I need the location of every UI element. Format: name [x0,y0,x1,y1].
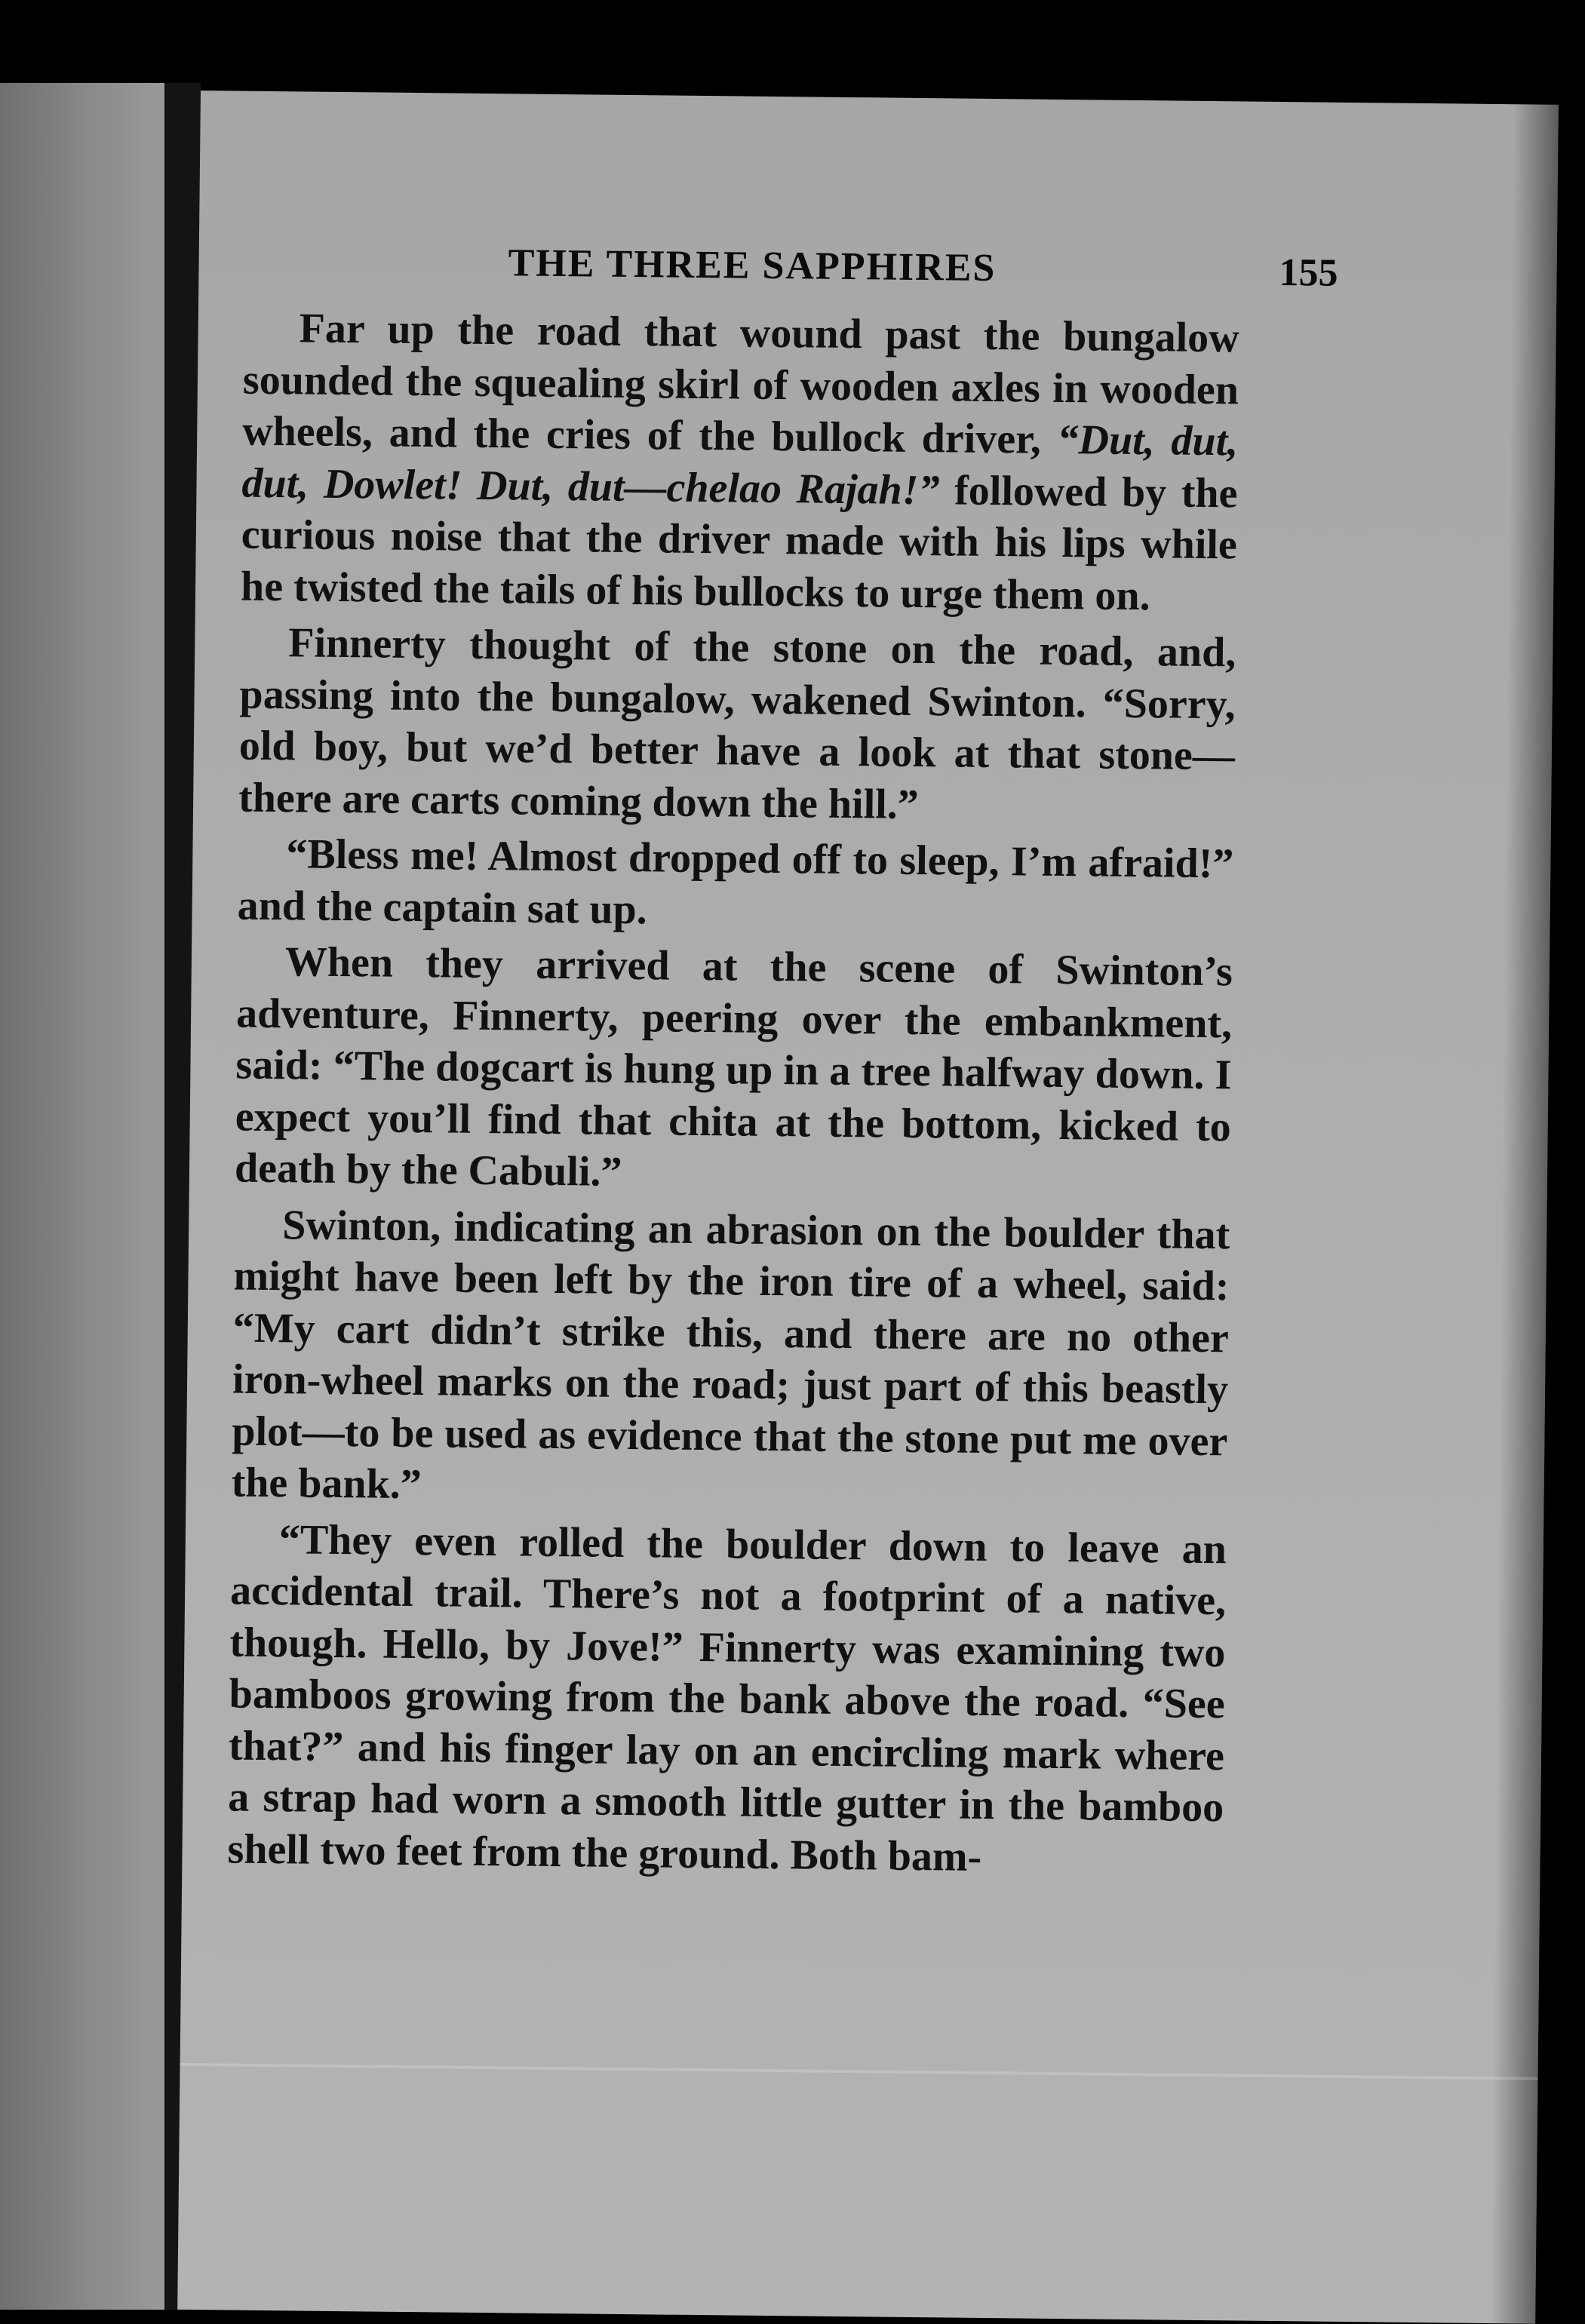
paragraph-1-italic-cry: “Dut, dut, dut, Dowlet! Dut, dut—chelao Rajah!” [241,416,1239,514]
paragraph-6: “They even rolled the boulder down to leave an accidental trail. There’s not a footprint of a native, though. Hello, by Jove!” Finnerty was examining two bamboos growing from the bank above the road. “See that?” and his finger lay on an encircling mark where a strap had worn a smooth little gutter in the bamboo shell two feet from the ground. Both bam- [227,1515,1227,1880]
paragraph-4: When they arrived at the scene of Swinton’s adventure, Finnerty, peering over the embankment, said: “The dogcart is hung up in a tree halfway down. I expect you’ll find that chita at the bottom, kicked to death by the Cabuli.” [234,938,1233,1196]
paragraph-3: “Bless me! Almost dropped off to sleep, I’m afraid!” and the captain sat up. [237,830,1234,933]
page-number: 155 [1279,250,1338,295]
body-text [227,302,1239,1890]
paragraph-2: Finnerty thought of the stone on the road, and, passing into the bungalow, wakened Swinton. “Sorry, old boy, but we’d better have a look at that stone—there are carts coming down the hill.” [238,619,1236,828]
book-page [177,91,1559,2324]
scan-artifact-line [180,2063,1538,2080]
paragraph-5: Swinton, indicating an abrasion on the boulder that might have been left by the iron tire of a wheel, said: “My cart didn’t strike this, and there are no other iron-wheel marks on the road; just part of this beastly plot—to be used as evidence that the stone put me over the bank.” [231,1201,1230,1509]
paragraph-1-text-end: followed by the curious noise that the driver made with his lips while he twisted the tails of his bullocks to urge them on. [240,466,1238,619]
paragraph-1-text: Far up the road that wound past the bungalow sounded the squealing skirl of wooden axles in wooden wheels, and the cries of the bullock driver, [241,305,1239,463]
running-head [266,238,1338,302]
running-title: THE THREE SAPPHIRES [508,241,997,290]
facing-page-edge [0,83,164,2310]
paragraph-1 [241,302,1239,623]
